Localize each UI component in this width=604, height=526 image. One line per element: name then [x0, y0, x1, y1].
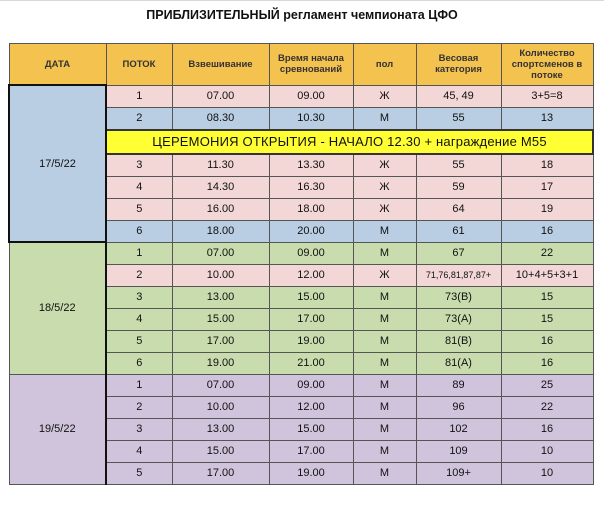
- flow-cell: 2: [106, 107, 172, 130]
- flow-cell: 4: [106, 176, 172, 198]
- gender-cell: М: [353, 107, 416, 130]
- athlete-count-cell: 16: [501, 220, 593, 242]
- start-cell: 09.00: [269, 374, 353, 396]
- gender-cell: Ж: [353, 154, 416, 177]
- weighing-cell: 07.00: [172, 374, 269, 396]
- flow-cell: 6: [106, 352, 172, 374]
- weight-category-cell: 73(B): [416, 286, 501, 308]
- gender-cell: М: [353, 330, 416, 352]
- gender-cell: М: [353, 396, 416, 418]
- gender-cell: М: [353, 352, 416, 374]
- gender-cell: Ж: [353, 198, 416, 220]
- flow-cell: 1: [106, 374, 172, 396]
- schedule-table: [8, 43, 594, 485]
- start-cell: 12.00: [269, 264, 353, 286]
- athlete-count-cell: 3+5=8: [501, 85, 593, 107]
- weighing-cell: 18.00: [172, 220, 269, 242]
- start-cell: 16.30: [269, 176, 353, 198]
- athlete-count-cell: 22: [501, 242, 593, 264]
- table-row: [9, 242, 593, 264]
- flow-cell: 6: [106, 220, 172, 242]
- athlete-count-cell: 25: [501, 374, 593, 396]
- flow-cell: 3: [106, 286, 172, 308]
- weight-category-cell: 81(A): [416, 352, 501, 374]
- start-cell: 20.00: [269, 220, 353, 242]
- gender-cell: М: [353, 440, 416, 462]
- flow-cell: 5: [106, 462, 172, 484]
- weighing-cell: 10.00: [172, 396, 269, 418]
- weight-category-cell: 102: [416, 418, 501, 440]
- header-row: [9, 44, 593, 86]
- start-cell: 09.00: [269, 85, 353, 107]
- gender-cell: Ж: [353, 176, 416, 198]
- weight-category-cell: 55: [416, 154, 501, 177]
- athlete-count-cell: 17: [501, 176, 593, 198]
- flow-cell: 1: [106, 242, 172, 264]
- athlete-count-cell: 10+4+5+3+1: [501, 264, 593, 286]
- athlete-count-cell: 18: [501, 154, 593, 177]
- weighing-cell: 19.00: [172, 352, 269, 374]
- weighing-cell: 17.00: [172, 462, 269, 484]
- athlete-count-cell: 16: [501, 330, 593, 352]
- flow-cell: 4: [106, 440, 172, 462]
- weighing-cell: 16.00: [172, 198, 269, 220]
- athlete-count-cell: 19: [501, 198, 593, 220]
- header-date: ДАТА: [9, 44, 106, 86]
- start-cell: 10.30: [269, 107, 353, 130]
- weighing-cell: 08.30: [172, 107, 269, 130]
- weighing-cell: 15.00: [172, 308, 269, 330]
- header-flow: ПОТОК: [106, 44, 172, 86]
- flow-cell: 3: [106, 154, 172, 177]
- header-weighing: Взвешивание: [172, 44, 269, 86]
- start-cell: 09.00: [269, 242, 353, 264]
- weighing-cell: 15.00: [172, 440, 269, 462]
- flow-cell: 3: [106, 418, 172, 440]
- athlete-count-cell: 15: [501, 308, 593, 330]
- athlete-count-cell: 16: [501, 352, 593, 374]
- start-cell: 15.00: [269, 286, 353, 308]
- gender-cell: Ж: [353, 85, 416, 107]
- weighing-cell: 14.30: [172, 176, 269, 198]
- header-start-time: Время начала сревнований: [269, 44, 353, 86]
- start-cell: 21.00: [269, 352, 353, 374]
- start-cell: 17.00: [269, 308, 353, 330]
- header-athlete-count: Количество спортсменов в потоке: [501, 44, 593, 86]
- gender-cell: М: [353, 220, 416, 242]
- date-cell: 19/5/22: [9, 374, 106, 484]
- weight-category-cell: 71,76,81,87,87+: [416, 264, 501, 286]
- weight-category-cell: 81(B): [416, 330, 501, 352]
- flow-cell: 4: [106, 308, 172, 330]
- header-weight-category: Весовая категория: [416, 44, 501, 86]
- weighing-cell: 11.30: [172, 154, 269, 177]
- weight-category-cell: 45, 49: [416, 85, 501, 107]
- athlete-count-cell: 16: [501, 418, 593, 440]
- gender-cell: М: [353, 242, 416, 264]
- page-title: ПРИБЛИЗИТЕЛЬНЫЙ регламент чемпионата ЦФО: [146, 8, 458, 22]
- gender-cell: Ж: [353, 264, 416, 286]
- gender-cell: М: [353, 286, 416, 308]
- weighing-cell: 13.00: [172, 418, 269, 440]
- start-cell: 19.00: [269, 330, 353, 352]
- gender-cell: М: [353, 462, 416, 484]
- start-cell: 17.00: [269, 440, 353, 462]
- table-row: [9, 85, 593, 107]
- start-cell: 18.00: [269, 198, 353, 220]
- weight-category-cell: 59: [416, 176, 501, 198]
- weight-category-cell: 96: [416, 396, 501, 418]
- athlete-count-cell: 10: [501, 462, 593, 484]
- flow-cell: 5: [106, 330, 172, 352]
- athlete-count-cell: 15: [501, 286, 593, 308]
- date-cell: 18/5/22: [9, 242, 106, 374]
- weight-category-cell: 109+: [416, 462, 501, 484]
- athlete-count-cell: 22: [501, 396, 593, 418]
- weighing-cell: 07.00: [172, 242, 269, 264]
- athlete-count-cell: 13: [501, 107, 593, 130]
- weight-category-cell: 67: [416, 242, 501, 264]
- weighing-cell: 17.00: [172, 330, 269, 352]
- flow-cell: 2: [106, 396, 172, 418]
- athlete-count-cell: 10: [501, 440, 593, 462]
- start-cell: 13.30: [269, 154, 353, 177]
- start-cell: 19.00: [269, 462, 353, 484]
- weight-category-cell: 64: [416, 198, 501, 220]
- weight-category-cell: 109: [416, 440, 501, 462]
- weighing-cell: 13.00: [172, 286, 269, 308]
- weighing-cell: 10.00: [172, 264, 269, 286]
- start-cell: 12.00: [269, 396, 353, 418]
- gender-cell: М: [353, 418, 416, 440]
- weight-category-cell: 55: [416, 107, 501, 130]
- weighing-cell: 07.00: [172, 85, 269, 107]
- date-cell: 17/5/22: [9, 85, 106, 242]
- gender-cell: М: [353, 308, 416, 330]
- gender-cell: М: [353, 374, 416, 396]
- weight-category-cell: 61: [416, 220, 501, 242]
- flow-cell: 5: [106, 198, 172, 220]
- sheet-grid-line: [0, 0, 604, 1]
- weight-category-cell: 89: [416, 374, 501, 396]
- header-gender: пол: [353, 44, 416, 86]
- opening-ceremony-banner: ЦЕРЕМОНИЯ ОТКРЫТИЯ - НАЧАЛО 12.30 + награждение М55: [106, 130, 593, 154]
- table-row: [9, 374, 593, 396]
- flow-cell: 2: [106, 264, 172, 286]
- weight-category-cell: 73(A): [416, 308, 501, 330]
- flow-cell: 1: [106, 85, 172, 107]
- start-cell: 15.00: [269, 418, 353, 440]
